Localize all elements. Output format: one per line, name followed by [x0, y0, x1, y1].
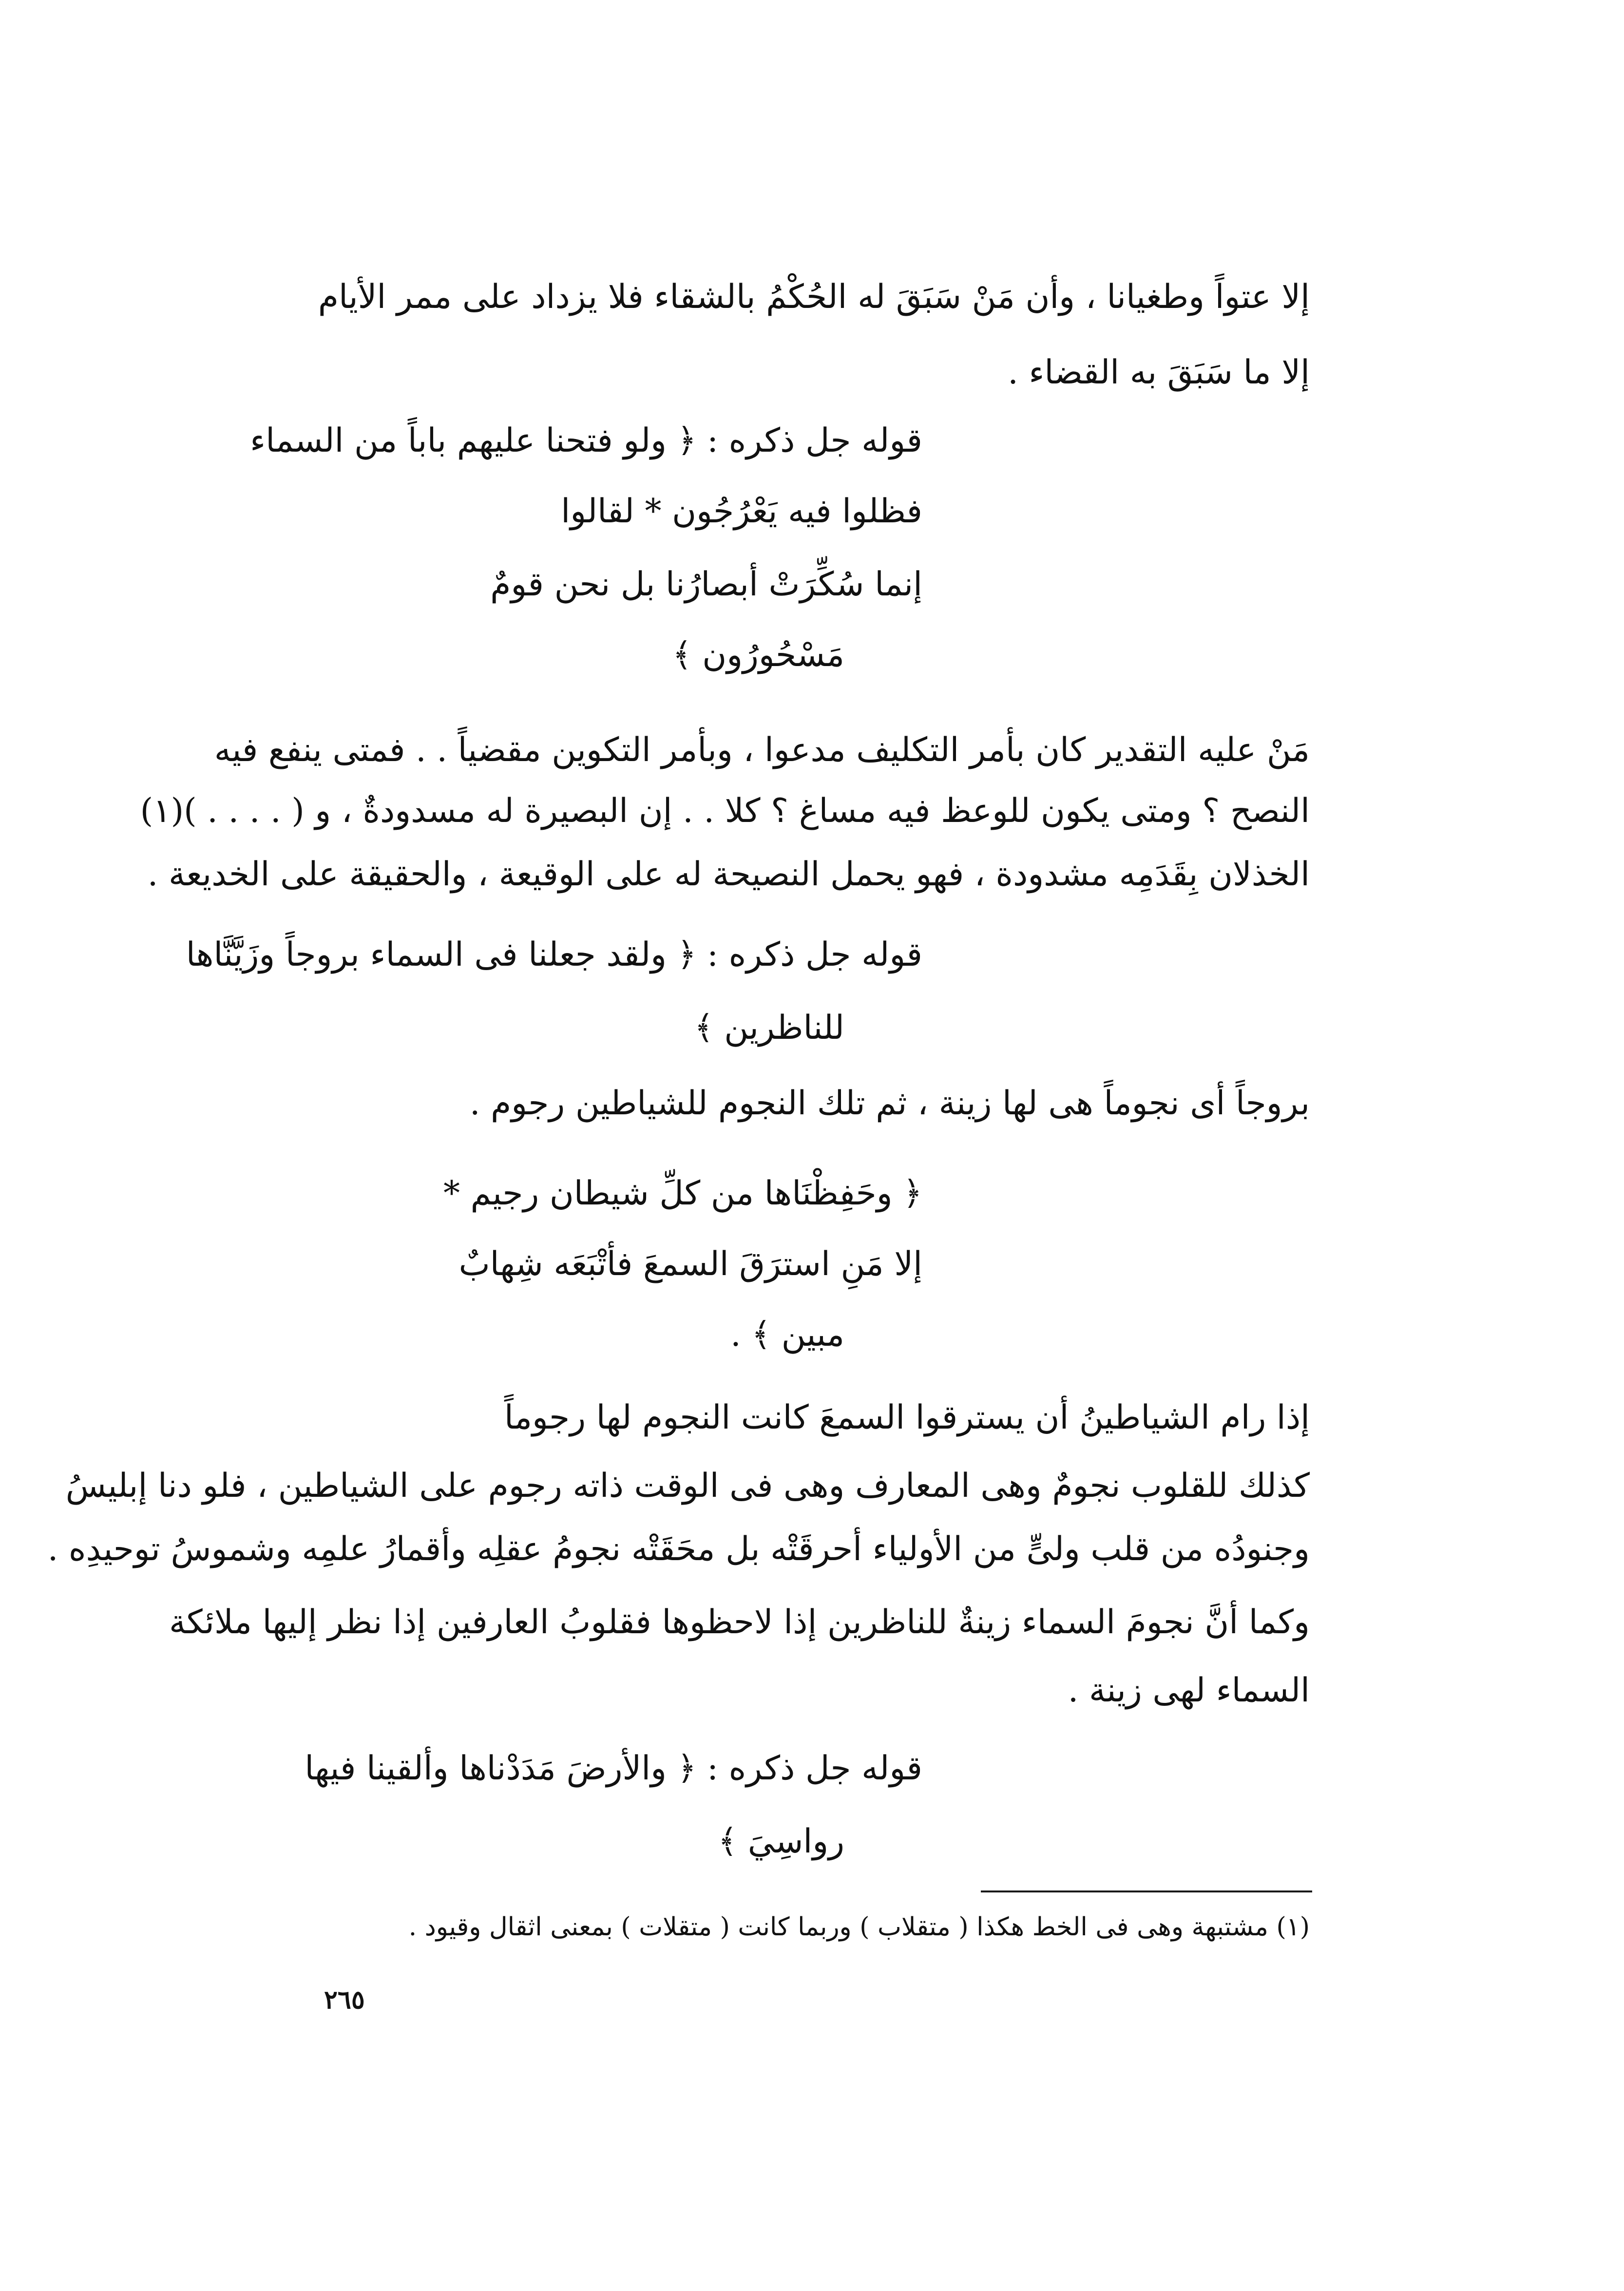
- quran-verse-line: ﴿ وحَفِظْنَاها من كلِّ شيطان رجيم *: [443, 1174, 922, 1213]
- quran-verse-line: رواسِيَ ﴾: [718, 1822, 844, 1861]
- footnote: (١) مشتبهة وهى فى الخط هكذا ( متقلاب ) وربما كانت ( متقلات ) بمعنى اثقال وقيود .: [408, 1912, 1310, 1942]
- quran-verse-line: إلا مَنِ استرَقَ السمعَ فأتْبَعَه شِهابٌ: [459, 1245, 922, 1283]
- text-line: وكما أنَّ نجومَ السماء زينةٌ للناظرين إذا لاحظوها فقلوبُ العارفين إذا نظر إليها ملائكة: [169, 1603, 1310, 1642]
- text-line: وجنودُه من قلب ولىٍّ من الأولياء أحرقَتْه بل محَقَتْه نجومُ عقلِه وأقمارُ علمِه وشموسُ توحيدِه .: [47, 1530, 1310, 1568]
- quran-verse-line: مَسْحُورُون ﴾: [672, 636, 844, 674]
- quran-verse-line: قوله جل ذكره : ﴿ والأرضَ مَدَدْناها وألقينا فيها: [305, 1749, 922, 1788]
- text-line: إلا ما سَبَقَ به القضاء .: [1008, 353, 1310, 392]
- text-line: مَنْ عليه التقدير كان بأمر التكليف مدعوا ، وبأمر التكوين مقضياً . . فمتى ينفع فيه: [214, 731, 1310, 769]
- text-line: إذا رام الشياطينُ أن يسترقوا السمعَ كانت النجوم لها رجوماً: [504, 1398, 1310, 1437]
- quran-verse-line: إنما سُكِّرَتْ أبصارُنا بل نحن قومٌ: [490, 565, 922, 604]
- quran-verse-line: قوله جل ذكره : ﴿ ولقد جعلنا فى السماء بروجاً وزَيَّنَّاها: [186, 935, 922, 974]
- page-number: ٢٦٥: [324, 1985, 365, 2015]
- footnote-divider: [981, 1890, 1312, 1892]
- quran-verse-line: فظلوا فيه يَعْرُجُون * لقالوا: [561, 492, 922, 531]
- quran-verse-line: مبين ﴾ .: [730, 1316, 844, 1354]
- text-line: إلا عتواً وطغيانا ، وأن مَنْ سَبَقَ له الحُكْمُ بالشقاء فلا يزداد على ممر الأيام: [318, 278, 1310, 316]
- quran-verse-line: للناظرين ﴾: [694, 1009, 844, 1047]
- text-line: بروجاً أى نجوماً هى لها زينة ، ثم تلك النجوم للشياطين رجوم .: [469, 1084, 1310, 1123]
- quran-verse-line: قوله جل ذكره : ﴿ ولو فتحنا عليهم باباً من السماء: [250, 421, 922, 460]
- text-line: كذلك للقلوب نجومٌ وهى المعارف وهى فى الوقت ذاته رجوم على الشياطين ، فلو دنا إبليسُ: [65, 1467, 1310, 1505]
- text-line: الخذلان بِقَدَمِه مشدودة ، فهو يحمل النصيحة له على الوقيعة ، والحقيقة على الخديعة .: [147, 855, 1310, 894]
- text-line: السماء لهى زينة .: [1068, 1671, 1310, 1710]
- text-line: النصح ؟ ومتى يكون للوعظ فيه مساغ ؟ كلا . . إن البصيرة له مسدودةٌ ، و ( . . . . )(١): [140, 792, 1310, 830]
